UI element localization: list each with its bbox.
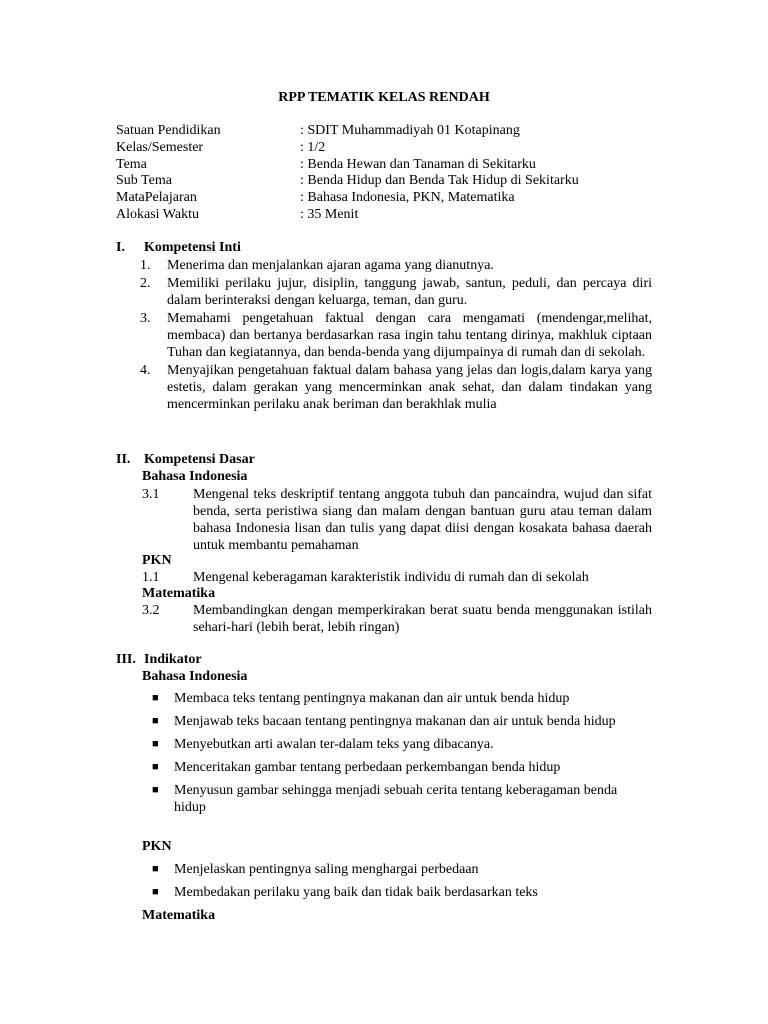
list-item <box>140 257 652 274</box>
item-text: Membedakan perilaku yang baik dan tidak baik berdasarkan teks <box>174 885 538 900</box>
item-number: 4. <box>140 363 151 378</box>
identity-value: : Benda Hidup dan Benda Tak Hidup di Sekitarku <box>300 173 579 189</box>
item-number: 3. <box>140 311 151 326</box>
bullet-icon: ■ <box>152 784 159 796</box>
identity-value: : 1/2 <box>300 139 326 155</box>
item-number: 1. <box>140 258 151 273</box>
subject-label-pkn: PKN <box>142 839 172 854</box>
item-text: Menerima dan menjalankan ajaran agama yang dianutnya. <box>167 258 494 273</box>
item-text: Membandingkan dengan memperkirakan berat suatu benda menggunakan istilah sehari-hari (lebih berat, lebih ringan) <box>193 603 652 635</box>
identity-key: Sub Tema <box>116 173 172 189</box>
identity-key: Satuan Pendidikan <box>116 123 221 138</box>
identity-value: : Benda Hewan dan Tanaman di Sekitarku <box>300 156 536 172</box>
item-number: 2. <box>140 276 151 291</box>
identity-key: MataPelajaran <box>116 190 197 206</box>
item-text: Mengenal teks deskriptif tentang anggota tubuh dan pancaindra, wujud dan sifat benda, serta peristiwa siang dan malam dengan bantuan guru atau teman dalam bahasa Indonesia lisan dan tulis yang dapat diisi dengan kosakata bahasa daerah untuk membantu pemahaman <box>193 487 652 553</box>
section-3-heading <box>116 651 202 668</box>
item-text: Menceritakan gambar tentang perbedaan perkembangan benda hidup <box>174 760 561 775</box>
identity-row <box>116 172 579 189</box>
identity-key: Alokasi Waktu <box>116 206 199 222</box>
identity-table <box>116 122 579 223</box>
item-text: Memahami pengetahuan faktual dengan cara mengamati (mendengar,melihat, membaca) dan bertanya berdasarkan rasa ingin tahu tentang dirinya, makhluk ciptaan Tuhan dan kegiatannya, dan benda-benda yang dijumpainya di rumah dan di sekolah. <box>167 311 652 360</box>
bullet-icon: ■ <box>152 886 159 898</box>
list-item <box>152 759 632 776</box>
identity-row <box>116 139 579 156</box>
section-1-heading <box>116 239 241 256</box>
list-item <box>152 690 632 707</box>
kd-item-bahasa <box>142 486 652 554</box>
item-text: Memiliki perilaku jujur, disiplin, tanggung jawab, santun, peduli, dan percaya diri dalam berinteraksi dengan keluarga, teman, dan guru. <box>167 276 652 308</box>
list-item <box>152 736 632 753</box>
item-text: Membaca teks tentang pentingnya makanan dan air untuk benda hidup <box>174 691 570 706</box>
item-number: 1.1 <box>142 570 160 585</box>
identity-key: Kelas/Semester <box>116 139 204 155</box>
section-title: Kompetensi Inti <box>144 240 241 255</box>
bullet-icon: ■ <box>152 692 159 704</box>
section-title: Indikator <box>144 652 202 667</box>
bullet-icon: ■ <box>152 863 159 875</box>
item-text: Menjelaskan pentingnya saling menghargai perbedaan <box>174 862 479 877</box>
identity-row <box>116 206 579 223</box>
item-text: Menyusun gambar sehingga menjadi sebuah cerita tentang keberagaman benda hidup <box>174 783 618 815</box>
identity-value: : SDIT Muhammadiyah 01 Kotapinang <box>300 123 520 138</box>
bullet-icon: ■ <box>152 738 159 750</box>
indikator-pkn-list <box>152 861 632 907</box>
identity-row <box>116 122 579 139</box>
item-text: Mengenal keberagaman karakteristik individu di rumah dan di sekolah <box>193 570 589 585</box>
item-text: Menyajikan pengetahuan faktual dalam bahasa yang jelas dan logis,dalam karya yang estetis, dalam gerakan yang mencerminkan anak sehat, dan dalam tindakan yang mencerminkan perilaku anak beriman dan berakhlak mulia <box>167 363 652 412</box>
item-text: Menyebutkan arti awalan ter-dalam teks yang dibacanya. <box>174 737 494 752</box>
indikator-bahasa-list <box>152 690 632 822</box>
section-numeral: III. <box>116 652 136 667</box>
list-item <box>152 713 632 730</box>
identity-row <box>116 189 579 206</box>
kd-item-pkn <box>142 569 652 586</box>
subject-label-matematika: Matematika <box>142 586 216 601</box>
list-item <box>140 275 652 309</box>
list-item <box>152 861 632 878</box>
section-2-heading <box>116 451 255 468</box>
subject-label-bahasa: Bahasa Indonesia <box>142 669 248 684</box>
identity-value: : Bahasa Indonesia, PKN, Matematika <box>300 190 515 206</box>
list-item <box>152 782 632 816</box>
list-item <box>152 884 632 901</box>
identity-key: Tema <box>116 156 147 172</box>
bullet-icon: ■ <box>152 761 159 773</box>
kd-item-matematika <box>142 602 652 636</box>
list-item <box>140 310 652 361</box>
section-title: Kompetensi Dasar <box>144 452 255 467</box>
section-numeral: II. <box>116 452 131 467</box>
section-numeral: I. <box>116 240 125 255</box>
identity-row <box>116 156 579 173</box>
subject-label-pkn: PKN <box>142 553 172 568</box>
subject-label-bahasa: Bahasa Indonesia <box>142 469 248 484</box>
bullet-icon: ■ <box>152 715 159 727</box>
list-item <box>140 362 652 413</box>
subject-label-matematika: Matematika <box>142 908 216 923</box>
kompetensi-inti-list <box>140 257 652 414</box>
document-title: RPP TEMATIK KELAS RENDAH <box>278 90 490 105</box>
item-number: 3.1 <box>142 487 160 502</box>
item-number: 3.2 <box>142 603 160 618</box>
item-text: Menjawab teks bacaan tentang pentingnya makanan dan air untuk benda hidup <box>174 714 616 729</box>
identity-value: : 35 Menit <box>300 206 359 222</box>
